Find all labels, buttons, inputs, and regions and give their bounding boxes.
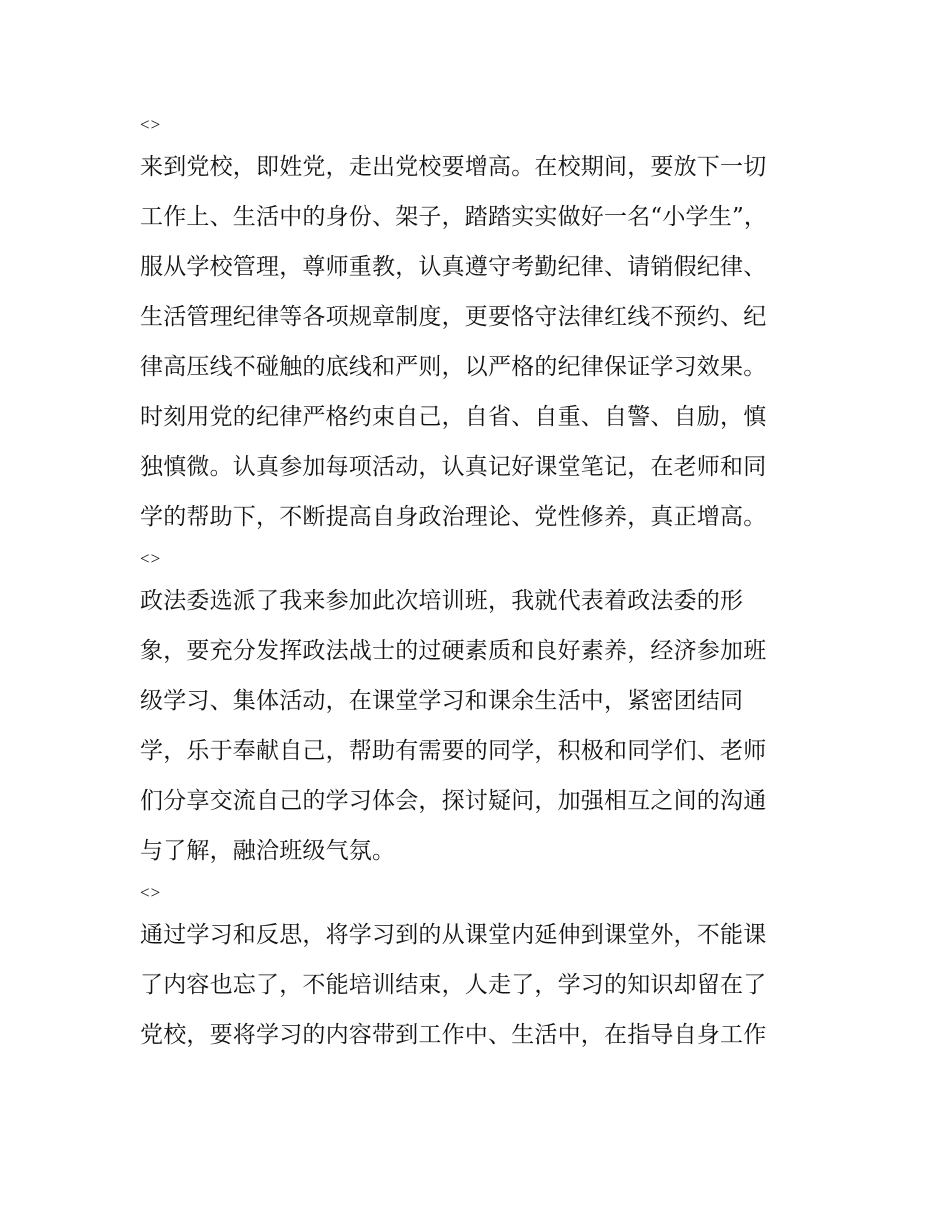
text-line: 独慎微。认真参加每项活动，认真记好课堂笔记，在老师和同	[140, 454, 767, 480]
section-marker: <>	[140, 115, 162, 134]
section-marker: <>	[140, 883, 162, 902]
paragraph-political-legal-image	[140, 576, 820, 876]
document-body	[140, 108, 820, 1060]
text-line: 服从学校管理，尊师重教，认真遵守考勤纪律、请销假纪律、	[140, 254, 767, 280]
section-marker: <>	[140, 549, 162, 568]
text-line: 象，要充分发挥政法战士的过硬素质和良好素养，经济参加班	[140, 638, 767, 664]
text-line: 政法委选派了我来参加此次培训班，我就代表着政法委的形	[140, 588, 744, 614]
text-line: 工作上、生活中的身份、架子，踏踏实实做好一名“小学生”，	[140, 204, 768, 230]
text-line: 级学习、集体活动，在课堂学习和课余生活中，紧密团结同	[140, 688, 744, 714]
paragraph-study-reflection	[140, 910, 820, 1060]
text-line: 与了解，融洽班级气氛。	[140, 838, 396, 864]
text-line: 来到党校，即姓党，走出党校要增高。在校期间，要放下一切	[140, 154, 767, 180]
text-line: 了内容也忘了，不能培训结束，人走了，学习的知识却留在了	[140, 972, 767, 998]
text-line: 党校，要将学习的内容带到工作中、生活中，在指导自身工作	[140, 1022, 767, 1048]
text-line: 律高压线不碰触的底线和严则，以严格的纪律保证学习效果。	[140, 354, 767, 380]
text-line: 学的帮助下，不断提高自身政治理论、党性修养，真正增高。	[140, 504, 767, 530]
text-line: 们分享交流自己的学习体会，探讨疑问，加强相互之间的沟通	[140, 788, 767, 814]
text-line: 时刻用党的纪律严格约束自己，自省、自重、自警、自励，慎	[140, 404, 767, 430]
paragraph-party-school-discipline	[140, 142, 820, 542]
text-line: 通过学习和反思，将学习到的从课堂内延伸到课堂外，不能课	[140, 922, 767, 948]
text-line: 生活管理纪律等各项规章制度，更要恪守法律红线不预约、纪	[140, 304, 767, 330]
text-line: 学，乐于奉献自己，帮助有需要的同学，积极和同学们、老师	[140, 738, 767, 764]
